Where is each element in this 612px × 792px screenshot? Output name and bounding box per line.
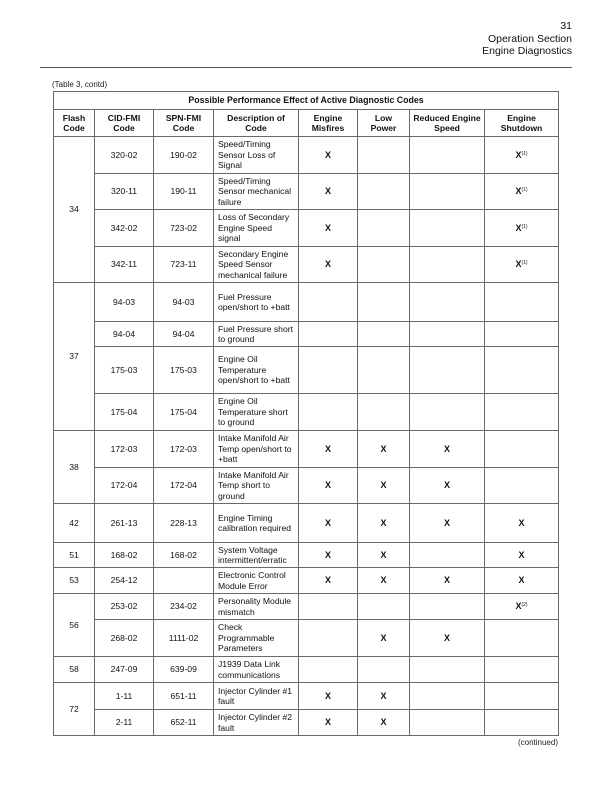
flash-code-cell: 53 xyxy=(54,568,95,594)
reduced-speed-cell-text: X xyxy=(443,517,450,528)
cid-fmi-cell-text: 320-02 xyxy=(110,149,138,160)
page-number: 31 xyxy=(560,20,572,32)
description-cell xyxy=(214,594,299,620)
cid-fmi-cell-text: 247-09 xyxy=(110,664,138,675)
cid-fmi-cell-text: 168-02 xyxy=(110,549,138,560)
cid-fmi-cell xyxy=(95,137,154,174)
misfires-cell-text: X xyxy=(324,717,331,728)
description-cell-text: Engine Timing calibration required xyxy=(218,512,292,533)
spn-fmi-cell-text: 94-03 xyxy=(172,296,195,307)
misfires-cell-text: X xyxy=(324,222,331,233)
reduced-speed-cell xyxy=(410,543,485,568)
misfires-cell xyxy=(299,283,358,322)
misfires-cell-text: X xyxy=(324,690,331,701)
cid-fmi-cell-text: 172-04 xyxy=(110,480,138,491)
shutdown-cell-text: X xyxy=(518,575,525,586)
continued-note: (continued) xyxy=(517,738,558,747)
spn-fmi-cell-text: 168-02 xyxy=(170,549,197,560)
description-cell xyxy=(214,657,299,683)
low-power-cell-text: X xyxy=(380,690,387,701)
low-power-cell-text: X xyxy=(380,517,387,528)
description-cell-text: Injector Cylinder #2 fault xyxy=(218,712,293,733)
table-row xyxy=(54,431,559,468)
low-power-cell xyxy=(358,394,410,431)
cid-fmi-cell xyxy=(95,543,154,568)
reduced-speed-cell xyxy=(410,174,485,210)
spn-fmi-cell xyxy=(154,137,214,174)
spn-fmi-cell xyxy=(154,657,214,683)
spn-fmi-cell xyxy=(154,283,214,322)
description-cell xyxy=(214,394,299,431)
shutdown-cell-text: X xyxy=(515,601,522,612)
spn-fmi-cell-text: 94-04 xyxy=(172,328,195,339)
misfires-cell-text: X xyxy=(324,186,331,197)
misfires-cell xyxy=(299,174,358,210)
spn-fmi-cell xyxy=(154,504,214,543)
misfires-cell xyxy=(299,210,358,247)
reduced-speed-cell xyxy=(410,322,485,347)
low-power-cell xyxy=(358,620,410,657)
spn-fmi-cell xyxy=(154,347,214,394)
cid-fmi-cell-text: 175-03 xyxy=(110,364,138,375)
table-row xyxy=(54,594,559,620)
misfires-cell xyxy=(299,710,358,736)
column-header-engine-shutdown: Engine Shutdown xyxy=(485,110,559,137)
page-header xyxy=(482,20,572,58)
cid-fmi-cell xyxy=(95,347,154,394)
header-rule xyxy=(40,67,572,68)
spn-fmi-cell xyxy=(154,543,214,568)
spn-fmi-cell xyxy=(154,247,214,283)
misfires-cell xyxy=(299,468,358,504)
shutdown-cell-text: X xyxy=(518,517,525,528)
cid-fmi-cell xyxy=(95,322,154,347)
spn-fmi-cell-text: 172-04 xyxy=(170,480,197,491)
shutdown-cell xyxy=(485,247,559,283)
description-cell xyxy=(214,710,299,736)
table-title: Possible Performance Effect of Active Diagnostic Codes xyxy=(54,92,559,110)
column-header-reduced-engine-speed: Reduced Engine Speed xyxy=(410,110,485,137)
low-power-cell-text: X xyxy=(380,443,387,454)
cid-fmi-cell xyxy=(95,620,154,657)
misfires-cell xyxy=(299,568,358,594)
shutdown-cell-text: X xyxy=(515,259,522,270)
reduced-speed-cell xyxy=(410,594,485,620)
reduced-speed-cell xyxy=(410,247,485,283)
misfires-cell xyxy=(299,322,358,347)
low-power-cell-text: X xyxy=(380,717,387,728)
reduced-speed-cell xyxy=(410,394,485,431)
footnote-ref: (1) xyxy=(521,223,528,230)
description-cell-text: Personality Module mismatch xyxy=(218,596,292,617)
table-row xyxy=(54,247,559,283)
spn-fmi-cell-text: 1111-02 xyxy=(168,632,199,643)
cid-fmi-cell xyxy=(95,568,154,594)
footnote-ref: (1) xyxy=(521,150,528,157)
flash-code-cell: 51 xyxy=(54,543,95,568)
spn-fmi-cell-text: 175-03 xyxy=(170,364,197,375)
column-header-flash-code: Flash Code xyxy=(54,110,95,137)
description-cell xyxy=(214,322,299,347)
cid-fmi-cell-text: 1-11 xyxy=(115,690,133,701)
misfires-cell-text: X xyxy=(324,549,331,560)
description-cell xyxy=(214,347,299,394)
shutdown-cell xyxy=(485,620,559,657)
reduced-speed-cell xyxy=(410,210,485,247)
low-power-cell xyxy=(358,710,410,736)
misfires-cell-text: X xyxy=(324,480,331,491)
low-power-cell xyxy=(358,568,410,594)
shutdown-cell xyxy=(485,568,559,594)
low-power-cell xyxy=(358,322,410,347)
description-cell-text: J1939 Data Link communications xyxy=(218,659,281,680)
misfires-cell xyxy=(299,594,358,620)
misfires-cell-text: X xyxy=(324,149,331,160)
spn-fmi-cell xyxy=(154,594,214,620)
table-row xyxy=(54,283,559,322)
cid-fmi-cell-text: 268-02 xyxy=(110,632,138,643)
flash-code-cell: 58 xyxy=(54,657,95,683)
spn-fmi-cell-text: 639-09 xyxy=(170,664,197,675)
reduced-speed-cell xyxy=(410,347,485,394)
cid-fmi-cell-text: 342-02 xyxy=(110,222,138,233)
spn-fmi-cell xyxy=(154,394,214,431)
column-headers xyxy=(54,110,559,137)
low-power-cell-text: X xyxy=(380,575,387,586)
description-cell xyxy=(214,683,299,710)
shutdown-cell xyxy=(485,683,559,710)
description-cell-text: Injector Cylinder #1 fault xyxy=(218,685,293,706)
reduced-speed-cell xyxy=(410,683,485,710)
description-cell-text: Secondary Engine Speed Sensor mechanical failure xyxy=(218,248,289,280)
flash-code-cell: 72 xyxy=(54,683,95,736)
cid-fmi-cell-text: 94-04 xyxy=(113,328,135,339)
low-power-cell xyxy=(358,347,410,394)
reduced-speed-cell xyxy=(410,504,485,543)
flash-code-cell: 38 xyxy=(54,431,95,504)
low-power-cell xyxy=(358,283,410,322)
shutdown-cell xyxy=(485,137,559,174)
spn-fmi-cell xyxy=(154,322,214,347)
description-cell-text: Electronic Control Module Error xyxy=(218,570,286,591)
low-power-cell xyxy=(358,210,410,247)
description-cell xyxy=(214,137,299,174)
low-power-cell xyxy=(358,468,410,504)
table-row xyxy=(54,322,559,347)
shutdown-cell xyxy=(485,283,559,322)
flash-code-cell: 56 xyxy=(54,594,95,657)
cid-fmi-cell xyxy=(95,247,154,283)
cid-fmi-cell xyxy=(95,174,154,210)
shutdown-cell xyxy=(485,174,559,210)
reduced-speed-cell xyxy=(410,468,485,504)
shutdown-cell xyxy=(485,347,559,394)
footnote-ref: (1) xyxy=(521,187,528,194)
column-header-engine-misfires: Engine Misfires xyxy=(299,110,358,137)
misfires-cell xyxy=(299,394,358,431)
reduced-speed-cell xyxy=(410,137,485,174)
cid-fmi-cell xyxy=(95,210,154,247)
reduced-speed-cell xyxy=(410,620,485,657)
description-cell xyxy=(214,283,299,322)
low-power-cell xyxy=(358,504,410,543)
misfires-cell xyxy=(299,543,358,568)
misfires-cell xyxy=(299,247,358,283)
cid-fmi-cell-text: 172-03 xyxy=(110,443,138,454)
low-power-cell xyxy=(358,137,410,174)
column-header-spn-fmi-code: SPN-FMI Code xyxy=(154,110,214,137)
reduced-speed-cell-text: X xyxy=(443,632,450,643)
table-row xyxy=(54,710,559,736)
table-row xyxy=(54,468,559,504)
table-caption: (Table 3, contd) xyxy=(52,80,108,89)
spn-fmi-cell xyxy=(154,174,214,210)
spn-fmi-cell-text: 175-04 xyxy=(170,406,197,417)
description-cell xyxy=(214,504,299,543)
cid-fmi-cell xyxy=(95,468,154,504)
footnote-ref: (2) xyxy=(521,602,528,609)
description-cell-text: Fuel Pressure short to ground xyxy=(218,323,293,344)
shutdown-cell-text: X xyxy=(515,149,522,160)
column-header-cid-fmi-code: CID-FMI Code xyxy=(95,110,154,137)
table-row xyxy=(54,210,559,247)
cid-fmi-cell xyxy=(95,683,154,710)
flash-code-cell: 42 xyxy=(54,504,95,543)
description-cell xyxy=(214,543,299,568)
cid-fmi-cell-text: 94-03 xyxy=(113,296,135,307)
column-header-low-power: Low Power xyxy=(358,110,410,137)
description-cell xyxy=(214,247,299,283)
shutdown-cell xyxy=(485,394,559,431)
shutdown-cell xyxy=(485,322,559,347)
shutdown-cell-text: X xyxy=(515,186,522,197)
cid-fmi-cell xyxy=(95,594,154,620)
shutdown-cell xyxy=(485,504,559,543)
low-power-cell-text: X xyxy=(380,632,387,643)
reduced-speed-cell-text: X xyxy=(443,443,450,454)
cid-fmi-cell-text: 261-13 xyxy=(110,517,138,528)
description-cell-text: Speed/Timing Sensor Loss of Signal xyxy=(218,139,276,171)
misfires-cell-text: X xyxy=(324,517,331,528)
table-row xyxy=(54,657,559,683)
spn-fmi-cell-text: 723-02 xyxy=(170,222,197,233)
flash-code-cell: 37 xyxy=(54,283,95,431)
description-cell xyxy=(214,431,299,468)
spn-fmi-cell-text: 190-02 xyxy=(170,149,197,160)
shutdown-cell xyxy=(485,543,559,568)
spn-fmi-cell-text: 652-11 xyxy=(170,717,197,728)
shutdown-cell xyxy=(485,210,559,247)
spn-fmi-cell-text: 228-13 xyxy=(170,517,197,528)
cid-fmi-cell xyxy=(95,283,154,322)
misfires-cell xyxy=(299,431,358,468)
description-cell-text: Intake Manifold Air Temp open/short to +batt xyxy=(218,433,292,465)
cid-fmi-cell xyxy=(95,431,154,468)
description-cell-text: System Voltage intermittent/erratic xyxy=(218,544,287,565)
table-row xyxy=(54,394,559,431)
misfires-cell-text: X xyxy=(324,443,331,454)
cid-fmi-cell xyxy=(95,710,154,736)
cid-fmi-cell xyxy=(95,394,154,431)
low-power-cell xyxy=(358,431,410,468)
table-row xyxy=(54,568,559,594)
column-header-description: Description of Code xyxy=(214,110,299,137)
spn-fmi-cell-text: 651-11 xyxy=(170,690,197,701)
shutdown-cell xyxy=(485,657,559,683)
low-power-cell-text: X xyxy=(380,549,387,560)
description-cell xyxy=(214,174,299,210)
description-cell-text: Speed/Timing Sensor mechanical failure xyxy=(218,175,292,207)
description-cell-text: Engine Oil Temperature short to ground xyxy=(218,396,288,428)
misfires-cell-text: X xyxy=(324,575,331,586)
low-power-cell xyxy=(358,247,410,283)
description-cell-text: Fuel Pressure open/short to +batt xyxy=(218,291,290,312)
shutdown-cell xyxy=(485,594,559,620)
subsection-title: Engine Diagnostics xyxy=(482,45,572,57)
reduced-speed-cell xyxy=(410,568,485,594)
description-cell xyxy=(214,568,299,594)
shutdown-cell-text: X xyxy=(518,549,525,560)
description-cell-text: Loss of Secondary Engine Speed signal xyxy=(218,212,290,244)
spn-fmi-cell-text: 234-02 xyxy=(170,601,197,612)
misfires-cell xyxy=(299,504,358,543)
cid-fmi-cell xyxy=(95,504,154,543)
spn-fmi-cell xyxy=(154,620,214,657)
misfires-cell xyxy=(299,347,358,394)
low-power-cell xyxy=(358,543,410,568)
table-row xyxy=(54,137,559,174)
misfires-cell-text: X xyxy=(324,259,331,270)
spn-fmi-cell xyxy=(154,210,214,247)
table-row xyxy=(54,620,559,657)
section-title: Operation Section xyxy=(487,32,572,45)
spn-fmi-cell xyxy=(154,683,214,710)
spn-fmi-cell xyxy=(154,710,214,736)
table-row xyxy=(54,174,559,210)
low-power-cell-text: X xyxy=(380,480,387,491)
table-row xyxy=(54,683,559,710)
cid-fmi-cell-text: 342-11 xyxy=(110,259,138,270)
spn-fmi-cell xyxy=(154,431,214,468)
shutdown-cell-text: X xyxy=(515,222,522,233)
spn-fmi-cell xyxy=(154,568,214,594)
reduced-speed-cell-text: X xyxy=(443,480,450,491)
table-row xyxy=(54,543,559,568)
cid-fmi-cell-text: 254-12 xyxy=(110,575,138,586)
misfires-cell xyxy=(299,657,358,683)
spn-fmi-cell-text: 723-11 xyxy=(170,259,197,270)
spn-fmi-cell xyxy=(154,468,214,504)
diagnostic-codes-table xyxy=(53,91,559,736)
cid-fmi-cell-text: 175-04 xyxy=(110,406,138,417)
description-cell-text: Engine Oil Temperature open/short to +batt xyxy=(218,354,290,386)
low-power-cell xyxy=(358,683,410,710)
misfires-cell xyxy=(299,137,358,174)
cid-fmi-cell xyxy=(95,657,154,683)
shutdown-cell xyxy=(485,431,559,468)
footnote-ref: (1) xyxy=(521,260,528,267)
description-cell xyxy=(214,468,299,504)
cid-fmi-cell-text: 320-11 xyxy=(110,186,138,197)
description-cell-text: Check Programmable Parameters xyxy=(218,622,275,654)
misfires-cell xyxy=(299,620,358,657)
cid-fmi-cell-text: 253-02 xyxy=(110,601,138,612)
description-cell-text: Intake Manifold Air Temp short to ground xyxy=(218,469,289,501)
shutdown-cell xyxy=(485,710,559,736)
low-power-cell xyxy=(358,657,410,683)
reduced-speed-cell xyxy=(410,710,485,736)
spn-fmi-cell-text: 172-03 xyxy=(170,443,197,454)
description-cell xyxy=(214,620,299,657)
table-body xyxy=(54,137,559,736)
low-power-cell xyxy=(358,174,410,210)
table-row xyxy=(54,347,559,394)
spn-fmi-cell-text: 190-11 xyxy=(170,186,197,197)
reduced-speed-cell xyxy=(410,431,485,468)
flash-code-cell: 34 xyxy=(54,137,95,283)
reduced-speed-cell-text: X xyxy=(443,575,450,586)
reduced-speed-cell xyxy=(410,283,485,322)
table-row xyxy=(54,504,559,543)
description-cell xyxy=(214,210,299,247)
reduced-speed-cell xyxy=(410,657,485,683)
shutdown-cell xyxy=(485,468,559,504)
misfires-cell xyxy=(299,683,358,710)
low-power-cell xyxy=(358,594,410,620)
cid-fmi-cell-text: 2-11 xyxy=(115,717,133,728)
